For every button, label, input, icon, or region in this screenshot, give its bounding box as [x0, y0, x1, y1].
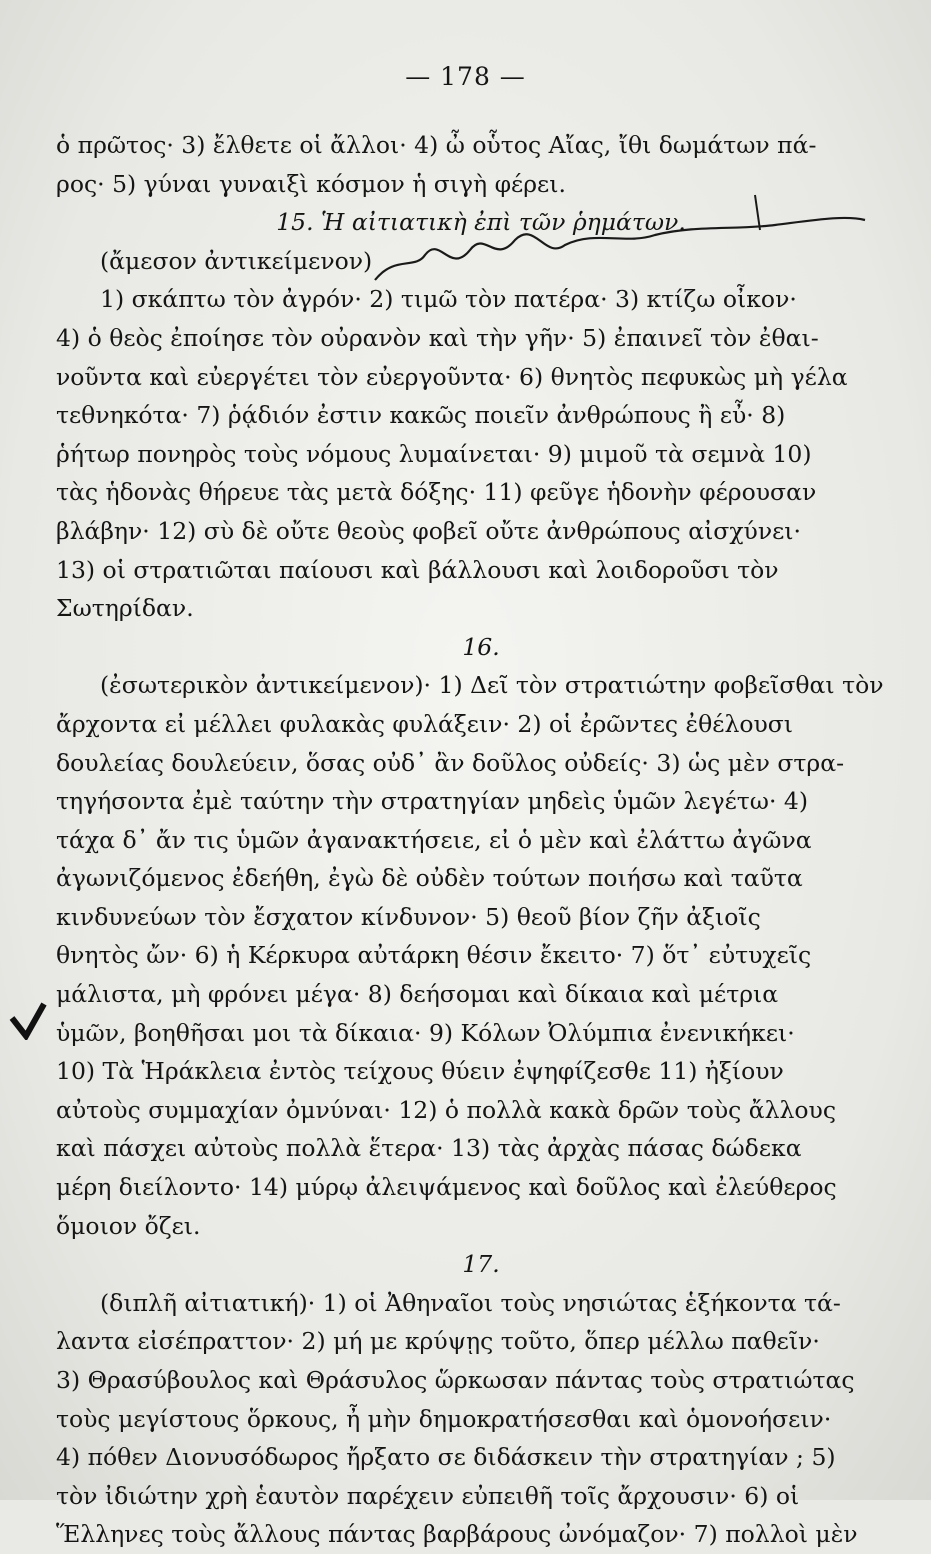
- section-heading-15: 15. Ἡ αἰτιατικὴ ἐπὶ τῶν ῥημάτων.: [276, 208, 686, 237]
- text-line: (ἄμεσον ἀντικείμενον): [100, 246, 373, 275]
- text-line: λαντα εἰσέπραττον· 2) μή με κρύψῃς τοῦτο, ὅπερ μέλλω παθεῖν·: [56, 1327, 820, 1356]
- text-line: τοὺς μεγίστους ὅρκους, ἦ μὴν δημοκρατήσεσθαι καὶ ὁμονοήσειν·: [56, 1404, 832, 1433]
- text-line: αὐτοὺς συμμαχίαν ὀμνύναι· 12) ὁ πολλὰ κακὰ δρῶν τοὺς ἄλλους: [56, 1095, 837, 1124]
- text-line: τηγήσοντα ἐμὲ ταύτην τὴν στρατηγίαν μηδεὶς ὑμῶν λεγέτω· 4): [56, 787, 809, 816]
- text-line: Σωτηρίδαν.: [56, 594, 194, 623]
- text-line: μέρη διείλοντο· 14) μύρῳ ἀλειψάμενος καὶ δοῦλος καὶ ἐλεύθερος: [56, 1173, 837, 1202]
- text-line: ῥήτωρ πονηρὸς τοὺς νόμους λυμαίνεται· 9) μιμοῦ τὰ σεμνὰ 10): [56, 439, 812, 468]
- page-number: — 178 —: [405, 62, 526, 91]
- text-line: 4) πόθεν Διονυσόδωρος ἤρξατο σε διδάσκειν τὴν στρατηγίαν ; 5): [56, 1443, 836, 1472]
- check-mark-icon: [8, 1000, 48, 1040]
- text-line: 4) ὁ θεὸς ἐποίησε τὸν οὐρανὸν καὶ τὴν γῆν· 5) ἐπαινεῖ τὸν ἐθαι-: [56, 323, 819, 352]
- text-line: τὰς ἡδονὰς θήρευε τὰς μετὰ δόξης· 11) φεῦγε ἡδονὴν φέρουσαν: [56, 478, 817, 507]
- text-line: (ἐσωτερικὸν ἀντικείμενον)· 1) Δεῖ τὸν στρατιώτην φοβεῖσθαι τὸν: [100, 671, 884, 700]
- text-line: δουλείας δουλεύειν, ὅσας οὐδ᾽ ἂν δοῦλος οὐδείς· 3) ὡς μὲν στρα-: [56, 748, 845, 777]
- text-line: μάλιστα, μὴ φρόνει μέγα· 8) δεήσομαι καὶ δίκαια καὶ μέτρια: [56, 980, 779, 1009]
- text-line: τάχα δ᾽ ἄν τις ὑμῶν ἀγανακτήσειε, εἰ ὁ μὲν καὶ ἐλάττω ἀγῶνα: [56, 825, 812, 854]
- text-line: 10) Τὰ Ἡράκλεια ἐντὸς τείχους θύειν ἐψηφίζεσθε 11) ἠξίουν: [56, 1057, 784, 1086]
- text-line: τεθνηκότα· 7) ῥᾴδιόν ἐστιν κακῶς ποιεῖν ἀνθρώπους ἢ εὖ· 8): [56, 401, 786, 430]
- text-line: ὁ πρῶτος· 3) ἔλθετε οἱ ἄλλοι· 4) ὦ οὗτος Αἴας, ἴθι δωμάτων πά-: [56, 131, 817, 159]
- text-line: 13) οἱ στρατιῶται παίουσι καὶ βάλλουσι καὶ λοιδοροῦσι τὸν: [56, 555, 779, 584]
- text-line: ὑμῶν, βοηθῆσαι μοι τὰ δίκαια· 9) Κόλων Ὀλύμπια ἐνενικήκει·: [56, 1018, 795, 1047]
- text-line: καὶ πάσχει αὐτοὺς πολλὰ ἕτερα· 13) τὰς ἀρχὰς πάσας δώδεκα: [56, 1134, 802, 1163]
- text-line: (διπλῆ αἰτιατική)· 1) οἱ Ἀθηναῖοι τοὺς νησιώτας ἑξήκοντα τά-: [100, 1288, 841, 1317]
- text-line: Ἕλληνες τοὺς ἄλλους πάντας βαρβάρους ὠνόμαζον· 7) πολλοὶ μὲν: [56, 1520, 858, 1549]
- text-line: θνητὸς ὤν· 6) ἡ Κέρκυρα αὐτάρκη θέσιν ἔκειτο· 7) ὅτ᾽ εὐτυχεῖς: [56, 941, 812, 970]
- text-line: 1) σκάπτω τὸν ἀγρόν· 2) τιμῶ τὸν πατέρα· 3) κτίζω οἶκον·: [100, 285, 797, 314]
- text-line: νοῦντα καὶ εὐεργέτει τὸν εὐεργοῦντα· 6) θνητὸς πεφυκὼς μὴ γέλα: [56, 362, 848, 391]
- text-line: 3) Θρασύβουλος καὶ Θράσυλος ὥρκωσαν πάντας τοὺς στρατιώτας: [56, 1366, 855, 1394]
- text-line: τὸν ἰδιώτην χρὴ ἑαυτὸν παρέχειν εὐπειθῆ τοῖς ἄρχουσιν· 6) οἱ: [56, 1481, 800, 1510]
- section-heading-17: 17.: [462, 1250, 500, 1279]
- text-body: [56, 126, 906, 1554]
- section-heading-16: 16.: [462, 632, 500, 661]
- text-line: κινδυνεύων τὸν ἔσχατον κίνδυνον· 5) θεοῦ βίον ζῆν ἀξιοῖς: [56, 902, 761, 931]
- text-line: ὅμοιον ὄζει.: [56, 1211, 201, 1240]
- text-line: βλάβην· 12) σὺ δὲ οὔτε θεοὺς φοβεῖ οὔτε ἀνθρώπους αἰσχύνει·: [56, 516, 801, 545]
- text-line: ἀγωνιζόμενος ἐδεήθη, ἐγὼ δὲ οὐδὲν τούτων ποιήσω καὶ ταῦτα: [56, 864, 803, 893]
- text-line: ἄρχοντα εἰ μέλλει φυλακὰς φυλάξειν· 2) οἱ ἐρῶντες ἐθέλουσι: [56, 709, 794, 738]
- text-line: ρος· 5) γύναι γυναιξὶ κόσμον ἡ σιγὴ φέρει.: [56, 169, 566, 198]
